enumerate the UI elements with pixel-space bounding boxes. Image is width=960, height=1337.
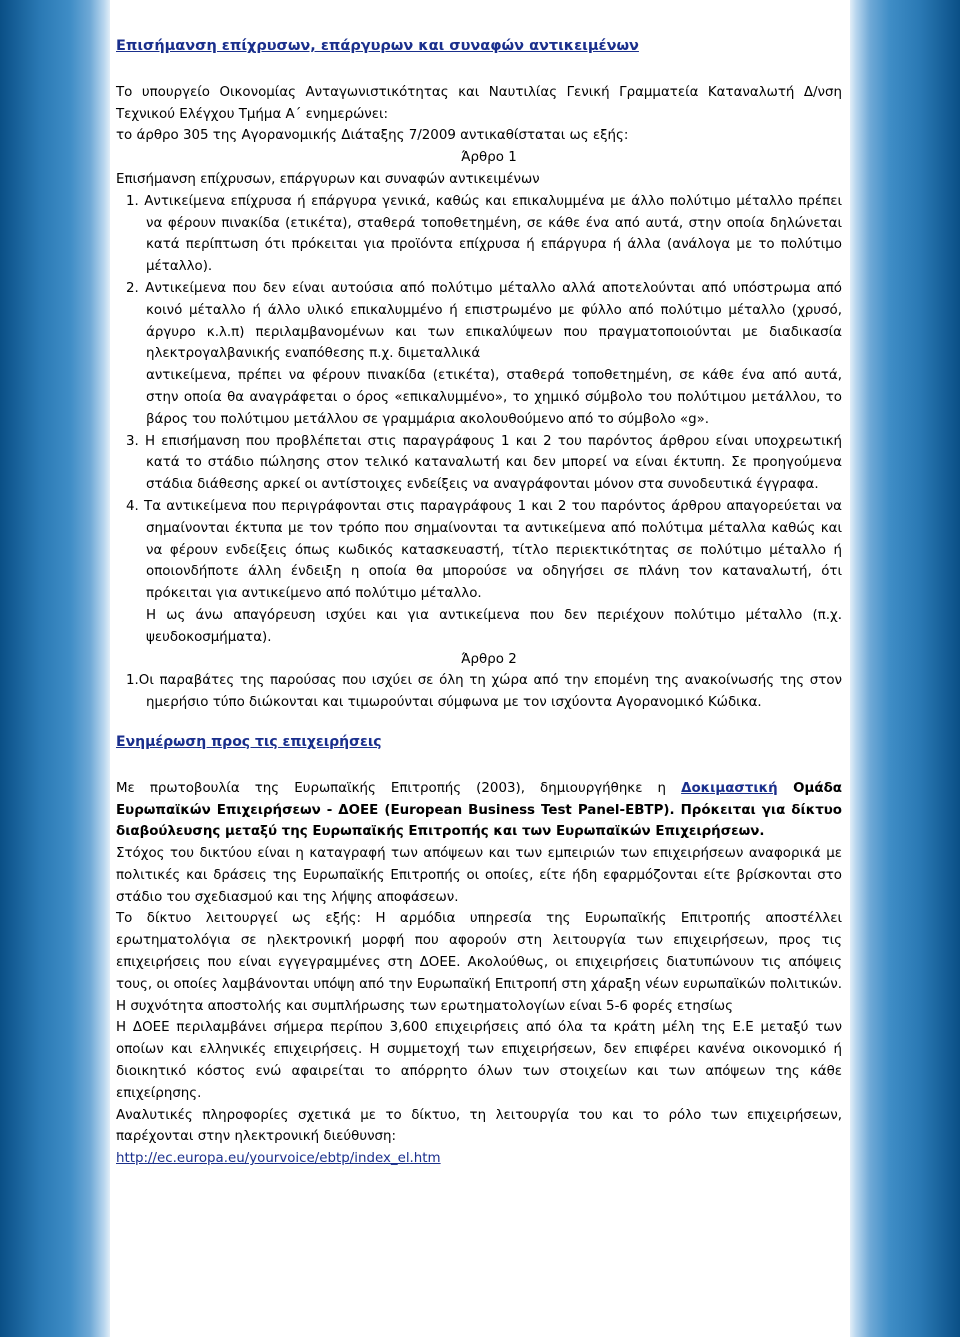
ebtp-more-info: Αναλυτικές πληροφορίες σχετικά με το δίκτυο, τη λειτουργία του και το ρόλο των επιχειρήσεων, παρέχονται στην ηλεκτρονική διεύθυνση:: [116, 1107, 842, 1145]
paragraph-3: 3. Η επισήμανση που προβλέπεται στις παραγράφους 1 και 2 του παρόντος άρθρου είναι υποχρεωτική κατά το στάδιο πώλησης στον τελικό καταναλωτή και δεν μπορεί να είναι έκτυπη. Σε προηγούμενα στάδια διάθεσης αρκεί οι αντίστοιχες ενδείξεις να αναγράφονται μόνον στα συνοδευτικά έγγραφα.: [126, 433, 842, 493]
ebtp-url-link[interactable]: http://ec.europa.eu/yourvoice/ebtp/index_el.htm: [116, 1151, 441, 1167]
ebtp-goal: Στόχος του δικτύου είναι η καταγραφή των απόψεων και των εμπειριών των επιχειρήσεων αναφορικά με πολιτικές και δράσεις της Ευρωπαϊκής Επιτροπής οι οποίες, είτε ήδη εφαρμόζονται είτε βρίσκονται στο στάδιο του σχεδιασμού και της λήψης αποφάσεων.: [116, 846, 842, 905]
ebtp-link-text[interactable]: Δοκιμαστική: [681, 780, 778, 796]
document-page: [110, 0, 850, 1337]
ebtp-url-line: [116, 1148, 842, 1170]
paragraph-1: 1. Αντικείμενα επίχρυσα ή επάργυρα γενικά, καθώς και επικαλυμμένα με άλλο πολύτιμο μέταλλο πρέπει να φέρουν πινακίδα (ετικέτα), σταθερά τοποθετημένη, σε κάθε ένα από αυτά, στην οποία δηλώνεται κατά περίπτωση ότι πρόκειται για προϊόντα επίχρυσα ή επάργυρα ή άλλα (ανάλογα με το πολύτιμο μέταλλο).: [126, 193, 842, 275]
ebtp-operation: Το δίκτυο λειτουργεί ως εξής: Η αρμόδια υπηρεσία της Ευρωπαϊκής Επιτροπής αποστέλλει ερωτηματολόγια σε ηλεκτρονική μορφή που αφορούν στη λειτουργία των επιχειρήσεων, προς τις επιχειρήσεις που είναι εγγεγραμμένες στη ΔΟΕΕ. Ακολούθως, οι επιχειρήσεις διατυπώνουν τις απόψεις τους, οι οποίες λαμβάνονται υπόψη από την Ευρωπαϊκή Επιτροπή στη χάραξη νέων ευρωπαϊκών πολιτικών. Η συχνότητα αποστολής και συμπλήρωσης των ερωτηματολογίων είναι 5-6 φορές ετησίως: [116, 911, 842, 1014]
section-title-business: Ενημέρωση προς τις επιχειρήσεις: [116, 733, 382, 750]
article-1-subtitle: Επισήμανση επίχρυσων, επάργυρων και συναφών αντικειμένων: [116, 171, 540, 187]
paragraph-2: 2. Αντικείμενα που δεν είναι αυτούσια από πολύτιμο μέταλλο αλλά αποτελούνται από υπόστρωμα από κοινό μέταλλο ή άλλο υλικό επικαλυμμένο ή επιστρωμένο με φύλλο από πολύτιμο μέταλλο (χρυσό, άργυρο κ.λ.π) περιλαμβανομένων και των επικαλύψεων που πραγματοποιούνται με διαδικασία ηλεκτρογαλβανικής εναπόθεσης π.χ. διμεταλλικά: [126, 280, 842, 362]
ebtp-membership: Η ΔΟΕΕ περιλαμβάνει σήμερα περίπου 3,600 επιχειρήσεις από όλα τα κράτη μέλη της Ε.Ε μεταξύ των οποίων και ελληνικές επιχειρήσεις. Η συμμετοχή των επιχειρήσεων, δεν επιφέρει κανένα οικονομικό ή διοικητικό κόστος ενώ αφαιρείται το απόρρητο όλων των στοιχείων και των απόψεων της κάθε επιχείρησης.: [116, 1020, 842, 1101]
ebtp-intro: [116, 778, 842, 843]
article-2-title: Άρθρο 2: [461, 651, 517, 667]
intro-ministry: Το υπουργείο Οικονομίας Ανταγωνιστικότητας και Ναυτιλίας Γενική Γραμματεία Καταναλωτή Δ/νση Τεχνικού Ελέγχου Τμήμα Α΄ ενημερώνει:: [116, 84, 842, 122]
article-1-title: Άρθρο 1: [461, 150, 517, 166]
spacer: [116, 714, 842, 732]
document-content: [116, 36, 842, 1170]
paragraph-4-note: Η ως άνω απαγόρευση ισχύει και για αντικείμενα που δεν περιέχουν πολύτιμο μέταλλο (π.χ. ψευδοκοσμήματα).: [146, 607, 842, 645]
paragraph-2-continued: αντικείμενα, πρέπει να φέρουν πινακίδα (ετικέτα), σταθερά τοποθετημένη, σε κάθε ένα από αυτά, στην οποία θα αναγράφεται ο όρος «επικαλυμμένο», το χημικό σύμβολο του πολύτιμου μετάλλου, το βάρος του πολύτιμου μετάλλου σε γραμμάρια ακολουθούμενο από το σύμβολο «g».: [146, 368, 842, 427]
ebtp-bold-text: Ομάδα Ευρωπαϊκών Επιχειρήσεων - ΔΟΕΕ (European Business Test Panel-EBTP). Πρόκειται για δίκτυο διαβούλευσης μεταξύ της Ευρωπαϊκής Επιτροπής και των Ευρωπαϊκών Επιχειρήσεων.: [116, 780, 842, 840]
section-title-marking: Επισήμανση επίχρυσων, επάργυρων και συναφών αντικειμένων: [116, 38, 639, 54]
intro-article-replaced: το άρθρο 305 της Αγορανομικής Διάταξης 7/2009 αντικαθίσταται ως εξής:: [116, 128, 629, 144]
paragraph-4: 4. Τα αντικείμενα που περιγράφονται στις παραγράφους 1 και 2 του παρόντος άρθρου απαγορεύεται να σημαίνονται έκτυπα με τον τρόπο που σημαίνονται τα αντικείμενα από πολύτιμα μέταλλα καθώς και να φέρουν ενδείξεις όπως κωδικός κατασκευαστή, τίτλο περιεκτικότητας σε πολύτιμο μέταλλο ή οποιονδήποτε άλλη ένδειξη η οποία θα μπορούσε να οδηγήσει σε πλάνη τον καταναλωτή, ότι πρόκειται για αντικείμενο από πολύτιμο μέταλλο.: [126, 498, 842, 602]
article-2-text: 1.Οι παραβάτες της παρούσας που ισχύει σε όλη τη χώρα από την επομένη της ανακοίνωσής της στον ημερήσιο τύπο διώκονται και τιμωρούνται σύμφωνα με τον ισχύοντα Αγορανομικό Κώδικα.: [126, 673, 842, 711]
ebtp-intro-plain: Με πρωτοβουλία της Ευρωπαϊκής Επιτροπής (2003), δημιουργήθηκε η: [116, 780, 682, 796]
